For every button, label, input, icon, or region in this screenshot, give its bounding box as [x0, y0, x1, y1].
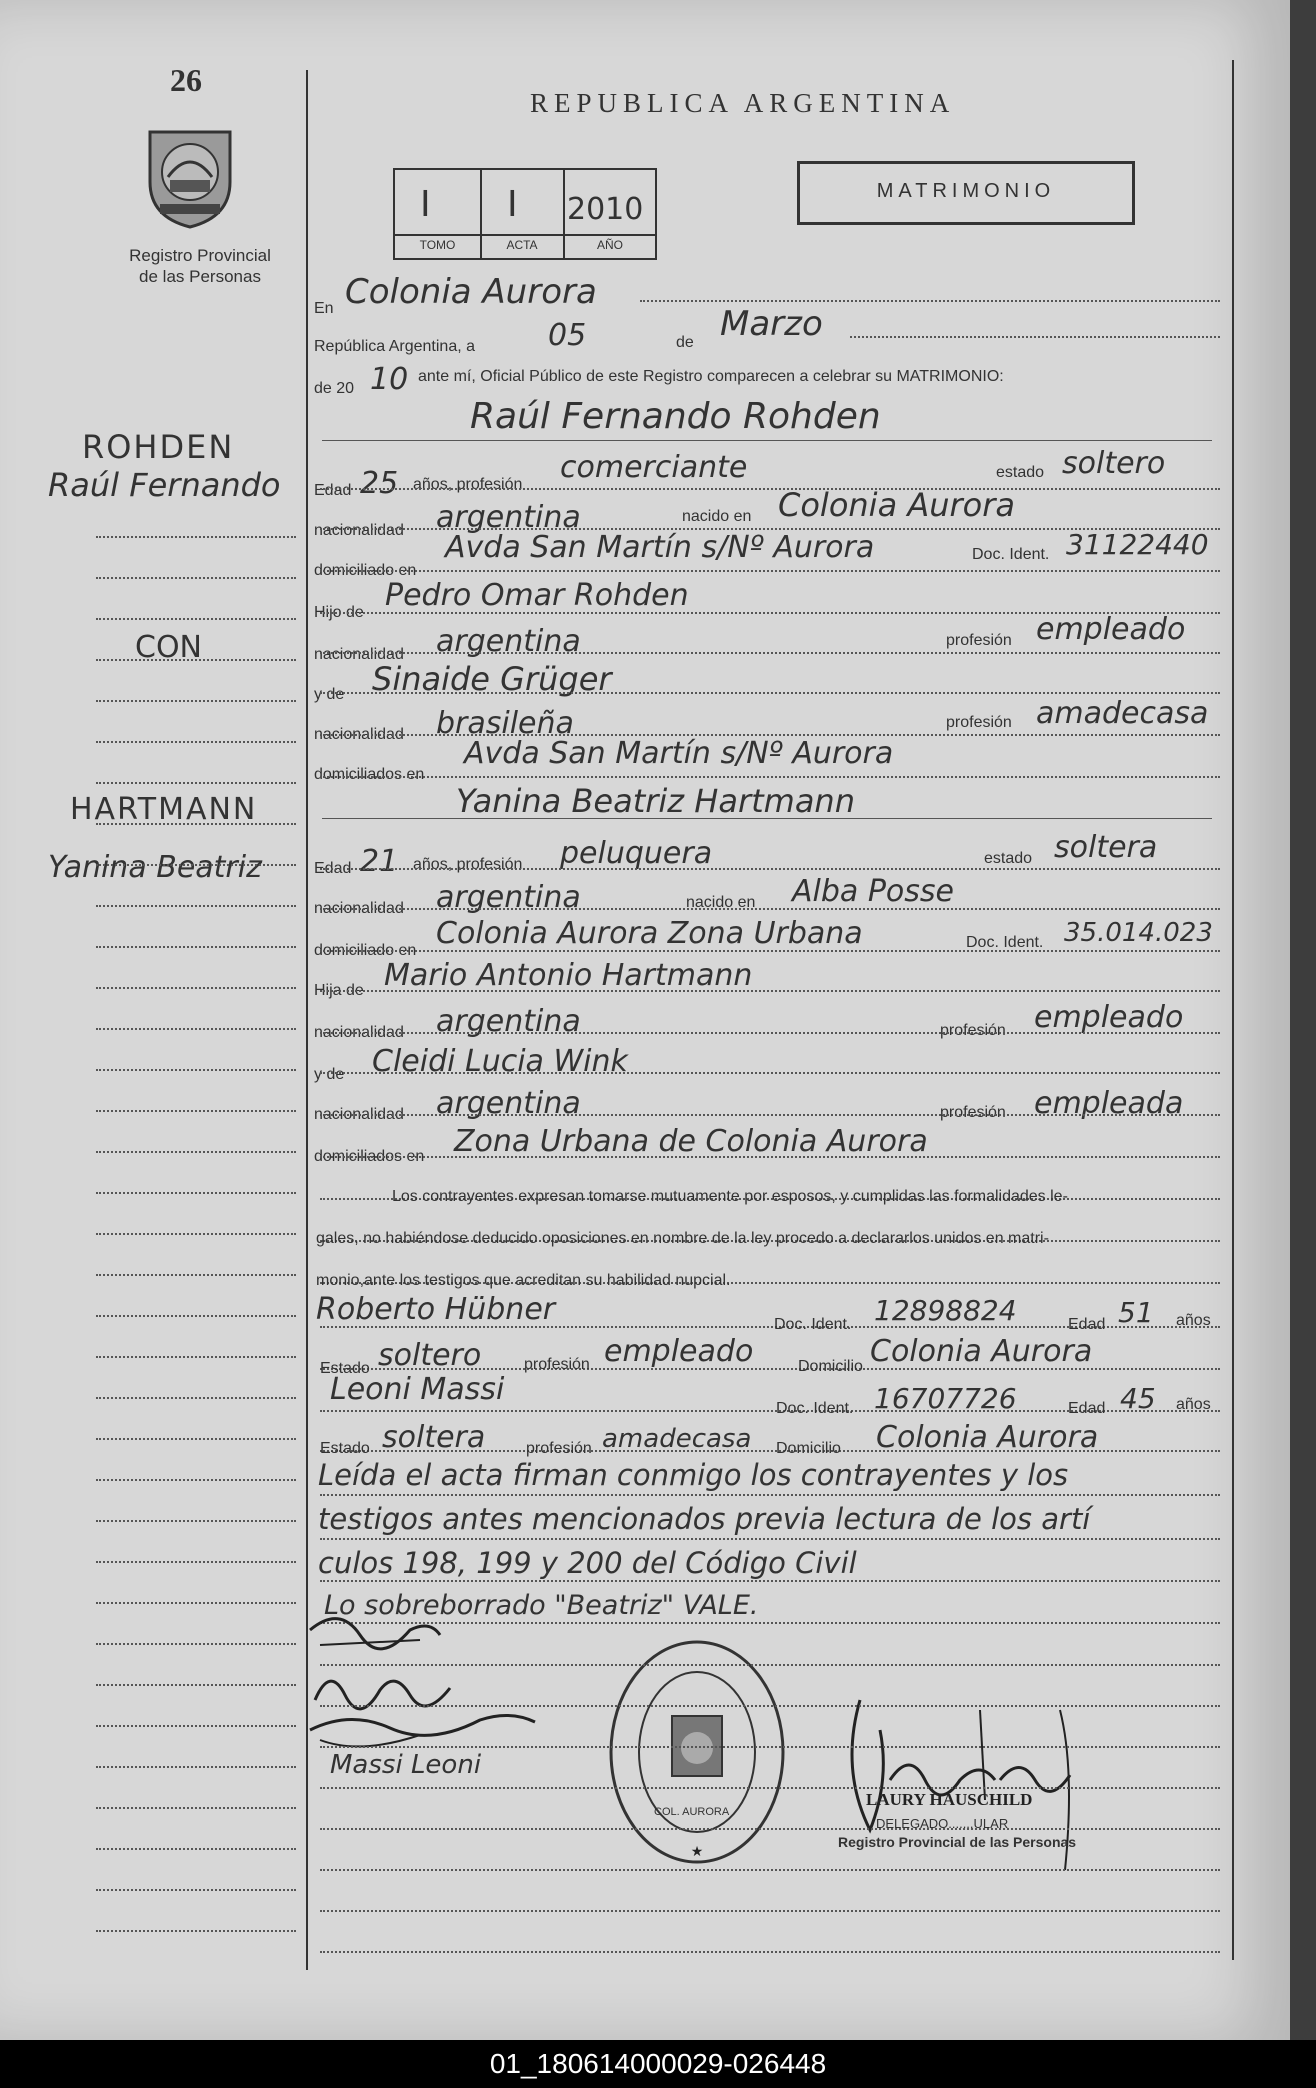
dotted-line	[96, 946, 296, 948]
dotted-line	[320, 612, 1220, 614]
dotted-line	[320, 1538, 1220, 1540]
official-org: Registro Provincial de las Personas	[838, 1834, 1077, 1850]
dotted-line	[320, 868, 1220, 870]
dotted-line	[320, 1664, 1220, 1666]
groom-parents-address: Avda San Martín s/Nº Aurora	[464, 736, 894, 771]
closing-line-1: Leída el acta firman conmigo los contrayentes y los	[318, 1458, 1069, 1492]
bride-name: Yanina Beatriz Hartmann	[456, 782, 855, 820]
dotted-line	[96, 1643, 296, 1645]
witness-1-age: 51	[1118, 1296, 1154, 1329]
dotted-line	[320, 1787, 1220, 1789]
witness-1-estado: soltero	[378, 1338, 482, 1373]
bride-doc: 35.014.023	[1064, 918, 1213, 948]
margin-line-right	[1232, 60, 1234, 1960]
official-title: DELEGADO.......ULAR	[876, 1816, 1009, 1831]
bride-born: Alba Posse	[792, 874, 954, 909]
dotted-line	[96, 618, 296, 620]
anio-value: 2010	[567, 192, 644, 227]
dotted-line	[320, 528, 1220, 530]
label: años	[1176, 1312, 1211, 1329]
margin-bride-surname: HARTMANN	[70, 792, 258, 827]
dotted-line	[96, 1889, 296, 1891]
dotted-line	[320, 1156, 1220, 1158]
dotted-line	[320, 908, 1220, 910]
dotted-line	[96, 1028, 296, 1030]
bride-mother-nat: argentina	[436, 1086, 581, 1121]
day: 05	[548, 318, 587, 353]
registro-provincial-seal-icon	[140, 122, 240, 232]
dotted-line	[320, 570, 1220, 572]
year-suffix: 10	[370, 362, 409, 397]
dots	[640, 300, 1220, 302]
groom-estado: soltero	[1062, 446, 1166, 481]
dotted-line	[320, 1072, 1220, 1074]
margin-bride-names: Yanina Beatriz	[48, 850, 262, 885]
dotted-line	[320, 1032, 1220, 1034]
label: nacionalidad	[314, 1106, 404, 1123]
en-label: En	[314, 300, 334, 317]
label: profesión	[946, 714, 1012, 731]
groom-profession: comerciante	[560, 450, 748, 485]
groom-mother: Sinaide Grüger	[372, 660, 612, 698]
witness-1-domicilio: Colonia Aurora	[870, 1334, 1093, 1369]
dotted-line	[320, 1494, 1220, 1496]
label: profesión	[524, 1356, 590, 1373]
acta-label: ACTA	[506, 238, 538, 252]
svg-text:★: ★	[690, 1844, 704, 1860]
official-signature	[830, 1680, 1090, 1880]
label: Domicilio	[798, 1358, 863, 1375]
declaration-line-2: gales, no habiéndose deducido oposiciones en nombre de la ley procedo a declararlos unidos en matri-	[316, 1230, 1049, 1247]
dotted-line	[96, 1725, 296, 1727]
dotted-line	[320, 1951, 1220, 1953]
dotted-line	[96, 1848, 296, 1850]
label: domiciliado en	[314, 942, 417, 959]
dotted-line	[96, 741, 296, 743]
witness-2-profession: amadecasa	[602, 1424, 752, 1454]
bride-parents-address: Zona Urbana de Colonia Aurora	[454, 1124, 928, 1159]
dotted-line	[96, 1807, 296, 1809]
declaration-line-3: monio,ante los testigos que acreditan su habilidad nupcial.	[316, 1272, 731, 1289]
dotted-line	[96, 1397, 296, 1399]
groom-mother-prof: amadecasa	[1036, 696, 1209, 731]
groom-doc: 31122440	[1066, 528, 1209, 561]
bride-profession: peluquera	[560, 836, 713, 871]
witness-2-estado: soltera	[382, 1420, 486, 1455]
dotted-line	[96, 659, 296, 661]
bride-father: Mario Antonio Hartmann	[384, 958, 753, 993]
dotted-line	[320, 692, 1220, 694]
margin-con: CON	[135, 630, 203, 665]
dotted-line	[320, 1910, 1220, 1912]
dotted-line	[96, 1151, 296, 1153]
doc-type-box	[797, 161, 1135, 225]
groom-father-prof: empleado	[1036, 612, 1186, 647]
dotted-line	[320, 776, 1220, 778]
dotted-line	[96, 1766, 296, 1768]
groom-born: Colonia Aurora	[778, 486, 1016, 524]
dotted-line	[96, 1315, 296, 1317]
closing-line-3: culos 198, 199 y 200 del Código Civil	[318, 1546, 857, 1580]
dotted-line	[96, 1192, 296, 1194]
label: Edad	[314, 860, 352, 877]
page-edge-shadow	[1290, 0, 1316, 2040]
groom-father-nat: argentina	[436, 624, 581, 659]
dotted-line	[320, 734, 1220, 736]
dotted-line	[96, 1561, 296, 1563]
label: años	[1176, 1396, 1211, 1413]
label: nacionalidad	[314, 900, 404, 917]
delegacion-stamp	[606, 1636, 788, 1868]
label: Edad	[1068, 1400, 1106, 1417]
footer-bar	[0, 2040, 1316, 2088]
bride-father-nat: argentina	[436, 1004, 581, 1039]
label: estado	[996, 464, 1045, 481]
month: Marzo	[720, 304, 823, 344]
anio-label: AÑO	[596, 238, 623, 252]
dotted-line	[320, 1746, 1220, 1748]
bride-mother-prof: empleada	[1034, 1086, 1184, 1121]
dotted-line	[320, 1828, 1220, 1830]
official-name: LAURY HAUSCHILD	[866, 1790, 1033, 1809]
dotted-line	[320, 488, 1220, 490]
label: Doc. Ident.	[776, 1400, 854, 1417]
rule	[322, 440, 1212, 441]
dotted-line	[96, 1356, 296, 1358]
dotted-line	[320, 1869, 1220, 1871]
label: años, profesión	[413, 476, 523, 493]
tomo-label: TOMO	[419, 238, 456, 252]
bride-mother: Cleidi Lucia Wink	[372, 1044, 628, 1079]
acta-value: I	[507, 184, 518, 225]
dotted-line	[96, 1438, 296, 1440]
dotted-line	[96, 577, 296, 579]
margin-groom-surname: ROHDEN	[82, 428, 235, 466]
witness-2-age: 45	[1120, 1382, 1156, 1415]
intro-text: ante mí, Oficial Público de este Registro comparecen a celebrar su MATRIMONIO:	[418, 368, 1004, 385]
label: profesión	[940, 1104, 1006, 1121]
label: nacido en	[686, 894, 756, 911]
groom-age: 25	[360, 466, 399, 501]
dotted-line	[96, 864, 296, 866]
label: domiciliados en	[314, 766, 425, 783]
label: nacionalidad	[314, 726, 404, 743]
dotted-line	[96, 1069, 296, 1071]
place: Colonia Aurora	[345, 272, 597, 312]
label: Hijo de	[314, 604, 364, 621]
dotted-line	[96, 536, 296, 538]
bride-estado: soltera	[1054, 830, 1158, 865]
dotted-line	[320, 1580, 1220, 1582]
label: Hija de	[314, 982, 364, 999]
label: años, profesión	[413, 856, 523, 873]
dotted-line	[320, 950, 1220, 952]
tomo-value: I	[420, 184, 431, 225]
year-label: de 20	[314, 380, 355, 397]
dotted-line	[320, 1114, 1220, 1116]
margin-groom-names: Raúl Fernando	[48, 466, 281, 504]
dotted-line	[96, 1520, 296, 1522]
label: nacionalidad	[314, 646, 404, 663]
tomo-acta-box	[393, 168, 657, 260]
dotted-line	[96, 823, 296, 825]
stamp-ring-text	[606, 1872, 788, 1873]
label: Estado	[320, 1440, 370, 1457]
dotted-line	[96, 1233, 296, 1235]
stamp-center-text: COL. AURORA	[654, 1806, 730, 1818]
label: nacionalidad	[314, 522, 404, 539]
dotted-line	[96, 1274, 296, 1276]
footer-id: 01_180614000029-026448	[489, 2048, 827, 2079]
bride-nationality: argentina	[436, 880, 581, 915]
dotted-line	[96, 1602, 296, 1604]
dotted-line	[96, 782, 296, 784]
label: Doc. Ident.	[966, 934, 1044, 951]
witness-signature: Massi Leoni	[330, 1750, 482, 1780]
label: nacionalidad	[314, 1024, 404, 1041]
groom-father: Pedro Omar Rohden	[385, 578, 689, 613]
declaration-line-1: Los contrayentes expresan tomarse mutuamente por esposos, y cumplidas las formalidades le-	[392, 1188, 1068, 1205]
label: Edad	[314, 482, 352, 499]
doc-type: MATRIMONIO	[876, 180, 1056, 202]
bride-father-prof: empleado	[1034, 1000, 1184, 1035]
groom-nationality: argentina	[436, 500, 581, 535]
label: Estado	[320, 1360, 370, 1377]
label: Doc. Ident.	[774, 1316, 852, 1333]
label: y de	[314, 686, 345, 703]
groom-name: Raúl Fernando Rohden	[470, 396, 881, 437]
groom-address: Avda San Martín s/Nº Aurora	[445, 530, 875, 565]
label: Edad	[1068, 1316, 1106, 1333]
label: nacido en	[682, 508, 752, 525]
dotted-line	[96, 1684, 296, 1686]
label: y de	[314, 1066, 345, 1083]
dotted-line	[320, 1705, 1220, 1707]
registry-name-1: Registro Provincial	[129, 246, 271, 265]
witness-2-name: Leoni Massi	[330, 1372, 505, 1407]
closing-line-4: Lo sobreborrado "Beatriz" VALE.	[324, 1590, 759, 1621]
dotted-line	[96, 987, 296, 989]
label: domiciliados en	[314, 1148, 425, 1165]
dots	[850, 336, 1220, 338]
dotted-line	[320, 990, 1220, 992]
dotted-line	[96, 905, 296, 907]
label: profesión	[940, 1022, 1006, 1039]
label: profesión	[526, 1440, 592, 1457]
label: domiciliado en	[314, 562, 417, 579]
label: Domicilio	[776, 1440, 841, 1457]
country-heading: REPUBLICA ARGENTINA	[530, 88, 956, 118]
dotted-line	[320, 652, 1220, 654]
rep-label: República Argentina, a	[314, 338, 475, 355]
witness-1-name: Roberto Hübner	[316, 1292, 556, 1327]
groom-mother-nat: brasileña	[436, 706, 574, 741]
bride-age: 21	[360, 844, 399, 879]
dotted-line	[96, 700, 296, 702]
label: Doc. Ident.	[972, 546, 1050, 563]
registry-name-2: de las Personas	[139, 267, 261, 286]
page-number: 26	[170, 62, 202, 98]
dotted-line	[96, 1930, 296, 1932]
witness-1-profession: empleado	[604, 1334, 754, 1369]
dotted-line	[96, 1479, 296, 1481]
closing-line-2: testigos antes mencionados previa lectura de los artí	[318, 1502, 1091, 1536]
witness-2-domicilio: Colonia Aurora	[876, 1420, 1099, 1455]
bride-address: Colonia Aurora Zona Urbana	[436, 916, 863, 951]
label: profesión	[946, 632, 1012, 649]
witness-2-doc: 16707726	[874, 1382, 1017, 1415]
de-label: de	[676, 334, 694, 351]
witness-1-doc: 12898824	[874, 1294, 1017, 1327]
dotted-line	[96, 1110, 296, 1112]
label: estado	[984, 850, 1033, 867]
